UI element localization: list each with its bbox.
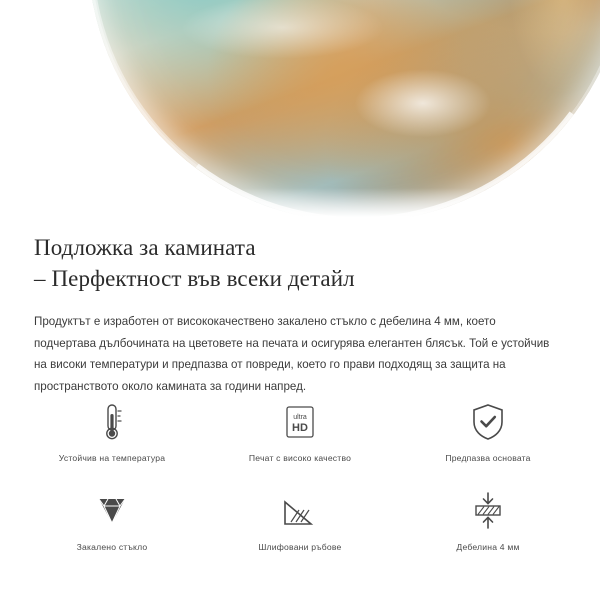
feature-label: Дебелина 4 мм (456, 542, 520, 552)
feature-item (206, 489, 394, 552)
page-title (34, 232, 568, 294)
feature-grid (18, 400, 582, 552)
feature-label: Шлифовани ръбове (258, 542, 342, 552)
feature-item (18, 400, 206, 463)
description-paragraph: Продуктът е изработен от висококачествено закалено стъкло с дебелина 4 мм, което подчертава дълбочината на цветовете на печата и осигурява елегантен блясък. Той е устойчив на високи температури и предпазва от повреди, което го прави подходящ за защита на пространството около камината за години напред. (34, 315, 550, 393)
svg-text:HD: HD (292, 422, 308, 434)
feature-label: Устойчив на температура (58, 453, 166, 463)
ultra-hd-print-icon (280, 400, 320, 444)
svg-text:ultra: ultra (293, 414, 307, 421)
feature-label: Печат с високо качество (248, 453, 352, 463)
thickness-arrows-icon (468, 489, 508, 533)
diamond-icon (92, 489, 132, 533)
feature-label: Предпазва основата (445, 453, 531, 463)
feature-item (18, 489, 206, 552)
feature-label: Закалено стъкло (76, 542, 148, 552)
title-line-1: Подложка за камината (34, 235, 256, 260)
glass-disc-graphic (88, 0, 600, 222)
content-block (34, 232, 568, 397)
polished-edges-icon (281, 489, 319, 533)
hero-image (0, 0, 600, 222)
feature-item (394, 400, 582, 463)
thermometer-icon (100, 400, 124, 444)
feature-item (394, 489, 582, 552)
title-line-2: – Перфектност във всеки детайл (34, 266, 355, 291)
feature-item (206, 400, 394, 463)
shield-check-icon (471, 400, 505, 444)
